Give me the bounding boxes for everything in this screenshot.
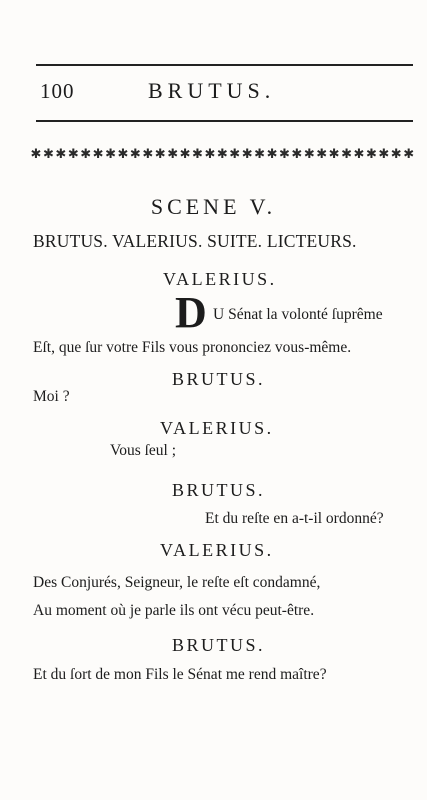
- ornament-fleuron-icon: ✱: [179, 147, 191, 162]
- ornament-fleuron-icon: ✱: [30, 147, 42, 162]
- speaker-valerius: VALERIUS.: [163, 269, 277, 289]
- ornament-fleuron-icon: ✱: [278, 147, 290, 162]
- verse-line: Des Conjurés, Seigneur, le reſte eſt condamné,: [33, 574, 321, 591]
- ornament-fleuron-icon: ✱: [365, 147, 377, 162]
- ornament-fleuron-icon: ✱: [316, 147, 328, 162]
- verse-line: U Sénat la volonté ſuprême: [213, 306, 383, 323]
- ornament-fleuron-icon: ✱: [403, 147, 415, 162]
- dropcap-verse: [175, 288, 383, 337]
- page-number: 100: [40, 79, 75, 103]
- ornament-fleuron-icon: ✱: [129, 147, 141, 162]
- ornament-fleuron-icon: ✱: [167, 147, 179, 162]
- verse-line: Vous ſeul ;: [110, 442, 177, 459]
- ornament-fleuron-icon: ✱: [42, 147, 54, 162]
- speaker-brutus: BRUTUS.: [172, 369, 266, 389]
- ornament-fleuron-icon: ✱: [142, 147, 154, 162]
- ornament-fleuron-icon: ✱: [154, 147, 166, 162]
- ornament-fleuron-icon: ✱: [92, 147, 104, 162]
- speaker-brutus: BRUTUS.: [172, 480, 266, 500]
- ornament-fleuron-icon: ✱: [105, 147, 116, 162]
- verse-line: Et du reſte en a-t-il ordonné?: [205, 510, 384, 527]
- ornament-fleuron-icon: ✱: [303, 147, 315, 162]
- ornament-fleuron-icon: ✱: [80, 147, 92, 162]
- running-header: [36, 76, 413, 106]
- verse-line: Moi ?: [33, 388, 70, 405]
- scene-title: SCENE V.: [150, 194, 277, 219]
- ornament-band: [30, 146, 415, 164]
- header-rule-top: [36, 64, 413, 66]
- dropcap-initial: D: [175, 288, 207, 337]
- speaker-valerius: VALERIUS.: [160, 418, 274, 438]
- verse-line: Au moment où je parle ils ont vécu peut-être.: [33, 602, 315, 619]
- ornament-fleuron-icon: ✱: [204, 147, 216, 162]
- speaker-brutus: BRUTUS.: [172, 635, 266, 655]
- ornament-fleuron-icon: ✱: [291, 147, 303, 162]
- ornament-fleuron-icon: ✱: [117, 147, 129, 162]
- running-title: BRUTUS.: [148, 78, 276, 103]
- ornament-fleuron-icon: ✱: [229, 147, 241, 162]
- verse-line: Eſt, que ſur votre Fils vous prononciez vous-même.: [33, 339, 352, 356]
- ornament-fleuron-icon: ✱: [67, 147, 79, 162]
- ornament-fleuron-icon: ✱: [55, 147, 67, 162]
- ornament-fleuron-icon: ✱: [192, 147, 203, 162]
- ornament-fleuron-icon: ✱: [266, 147, 278, 162]
- header-rule-bottom: [36, 120, 413, 122]
- verse-line: Et du ſort de mon Fils le Sénat me rend maître?: [33, 666, 327, 683]
- ornament-fleuron-icon: ✱: [378, 147, 390, 162]
- ornament-fleuron-icon: ✱: [353, 147, 365, 162]
- ornament-fleuron-icon: ✱: [241, 147, 253, 162]
- speaker-valerius: VALERIUS.: [160, 540, 274, 560]
- ornament-fleuron-icon: ✱: [341, 147, 352, 162]
- ornament-fleuron-icon: ✱: [328, 147, 340, 162]
- ornament-fleuron-icon: ✱: [254, 147, 266, 162]
- ornament-fleuron-icon: ✱: [216, 147, 228, 162]
- ornament-fleuron-icon: ✱: [390, 147, 402, 162]
- scene-characters: BRUTUS. VALERIUS. SUITE. LICTEURS.: [33, 231, 357, 251]
